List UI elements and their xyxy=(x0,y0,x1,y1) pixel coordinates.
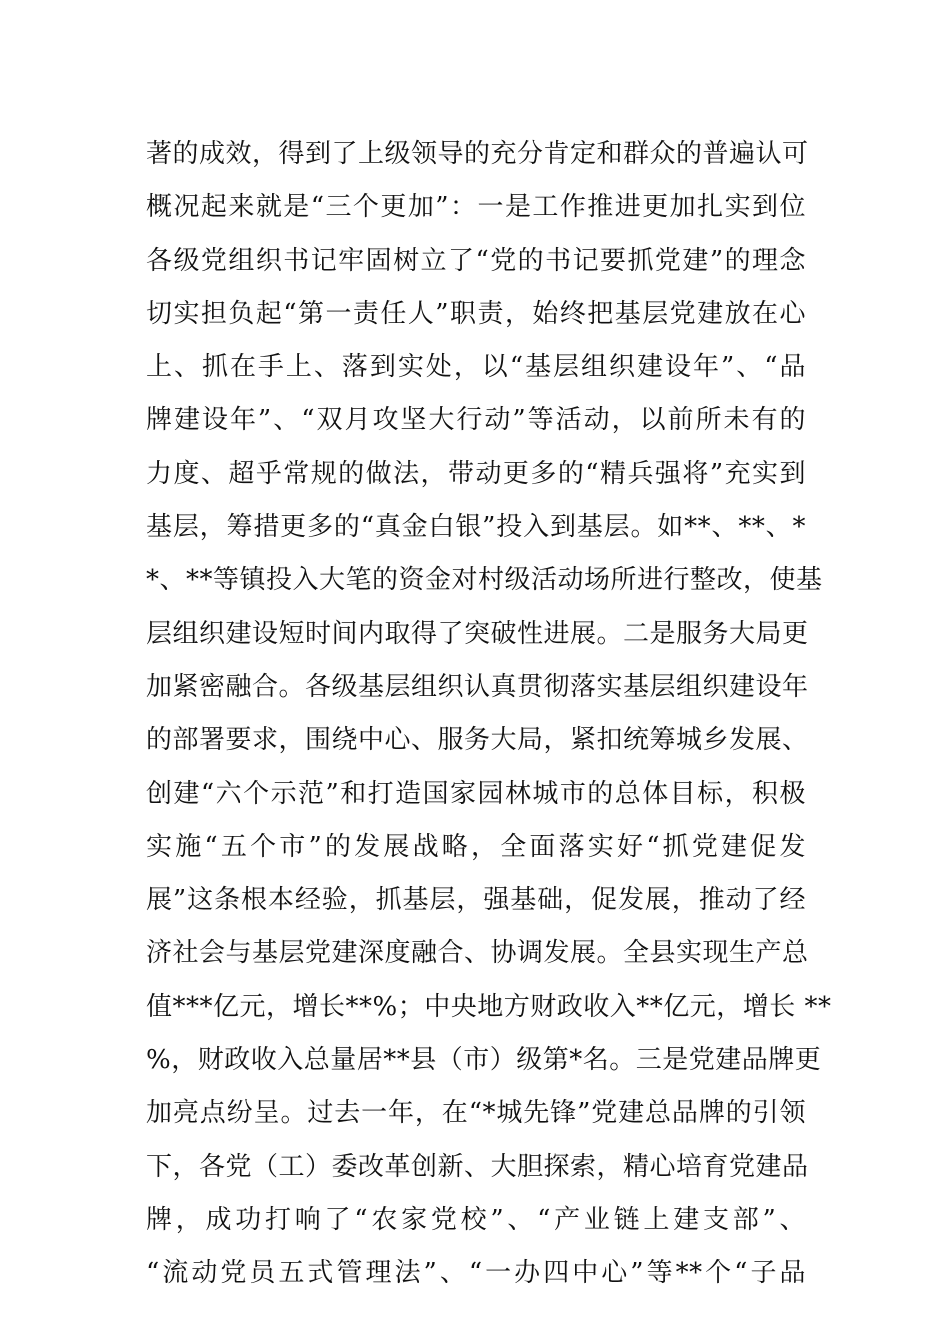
text-line: 牌，成功打响了“农家党校”、“产业链上建支部”、 xyxy=(146,1204,806,1235)
text-line: 牌建设年”、“双月攻坚大行动”等活动，以前所未有的 xyxy=(146,405,806,436)
text-line: 层组织建设短时间内取得了突破性进展。二是服务大局更 xyxy=(146,618,809,649)
text-line: 力度、超乎常规的做法，带动更多的“精兵强将”充实到 xyxy=(146,458,806,489)
text-line: 加紧密融合。各级基层组织认真贯彻落实基层组织建设年 xyxy=(146,671,809,702)
text-line: 下，各党（工）委改革创新、大胆探索，精心培育党建品 xyxy=(146,1151,809,1182)
text-line: 切实担负起“第一责任人”职责，始终把基层党建放在心 xyxy=(146,298,806,329)
text-line: 展”这条根本经验，抓基层，强基础，促发展，推动了经 xyxy=(146,885,806,916)
text-line: 著的成效，得到了上级领导的充分肯定和群众的普遍认可 xyxy=(146,139,809,169)
text-line: 值***亿元，增长**%；中央地方财政收入**亿元，增长 ** xyxy=(146,991,832,1022)
text-line: 加亮点纷呈。过去一年，在“*城先锋”党建总品牌的引领 xyxy=(146,1098,806,1129)
text-line: *、**等镇投入大笔的资金对村级活动场所进行整改，使基 xyxy=(146,565,823,596)
body-text xyxy=(146,128,832,1301)
text-line: 各级党组织书记牢固树立了“党的书记要抓党建”的理念 xyxy=(146,245,806,276)
text-line: 济社会与基层党建深度融合、协调发展。全县实现生产总 xyxy=(146,938,809,969)
text-line: %，财政收入总量居**县（市）级第*名。三是党建品牌更 xyxy=(146,1045,822,1076)
text-line: 的部署要求，围绕中心、服务大局，紧扣统筹城乡发展、 xyxy=(146,725,809,756)
text-line: 创建“六个示范”和打造国家园林城市的总体目标，积极 xyxy=(146,778,806,809)
text-line: 上、抓在手上、落到实处，以“基层组织建设年”、“品 xyxy=(146,352,806,383)
text-line: 概况起来就是“三个更加”：一是工作推进更加扎实到位 xyxy=(146,192,806,223)
text-line: “流动党员五式管理法”、“一办四中心”等**个“子品 xyxy=(146,1258,806,1289)
text-line: 基层，筹措更多的“真金白银”投入到基层。如**、**、* xyxy=(146,512,806,543)
text-line: 实施“五个市”的发展战略，全面落实好“抓党建促发 xyxy=(146,831,806,862)
